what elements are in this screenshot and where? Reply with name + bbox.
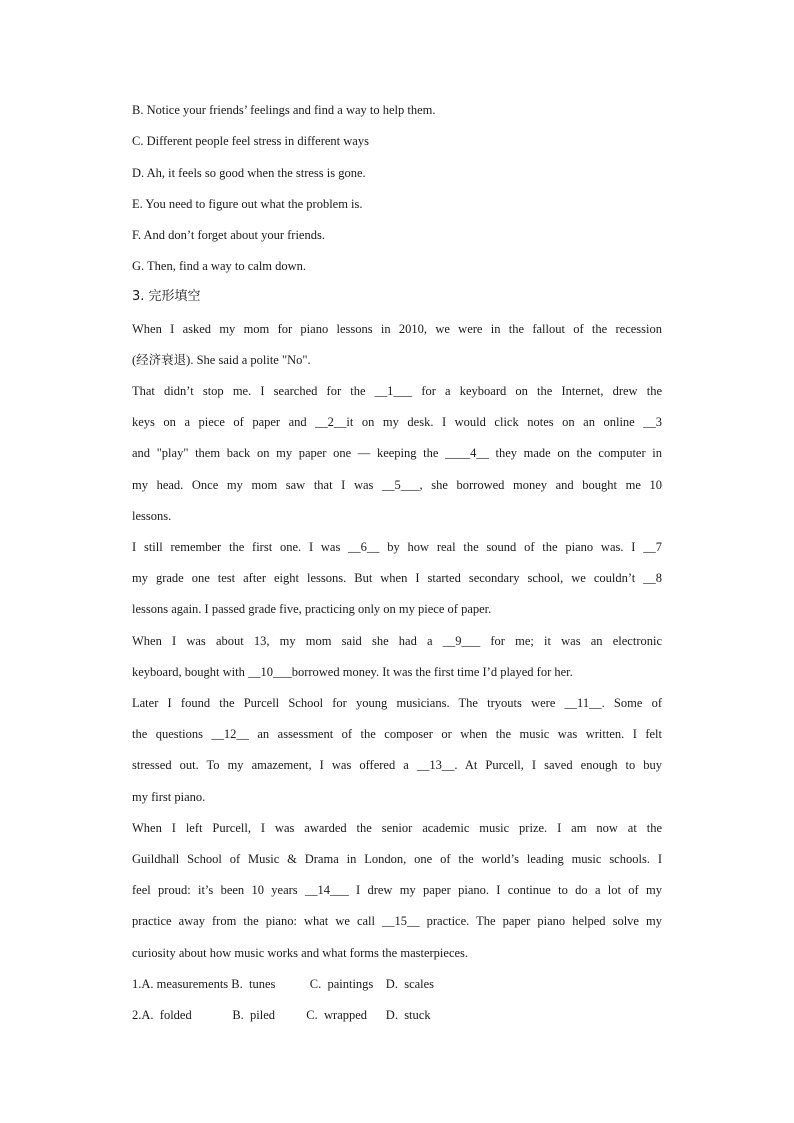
passage-line: (经济衰退). She said a polite "No". <box>132 353 311 367</box>
option-f: F. And don’t forget about your friends. <box>132 228 325 242</box>
passage-line: the questions __12__ an assessment of the composer or when the music was written. I felt <box>132 727 662 741</box>
passage-line: feel proud: it’s been 10 years __14___ I drew my paper piano. I continue to do a lot of my <box>132 883 662 897</box>
passage-line: my grade one test after eight lessons. But when I started secondary school, we couldn’t __8 <box>132 571 662 585</box>
option-c: C. Different people feel stress in different ways <box>132 134 369 148</box>
passage-line: Later I found the Purcell School for young musicians. The tryouts were __11__. Some of <box>132 696 662 710</box>
passage-line: my head. Once my mom saw that I was __5___, she borrowed money and bought me 10 <box>132 478 662 492</box>
passage-line: Guildhall School of Music & Drama in London, one of the world’s leading music schools. I <box>132 852 662 866</box>
passage-line: I still remember the first one. I was __6__ by how real the sound of the piano was. I __7 <box>132 540 662 554</box>
answer-choice-1: 1.A. measurements B. tunes C. paintings D. scales <box>132 977 435 991</box>
passage-line: my first piano. <box>132 790 206 804</box>
section-heading: 3. 完形填空 <box>132 289 201 304</box>
option-b: B. Notice your friends’ feelings and find a way to help them. <box>132 103 436 117</box>
passage-line: That didn’t stop me. I searched for the __1___ for a keyboard on the Internet, drew the <box>132 384 662 398</box>
passage-line: lessons. <box>132 509 172 523</box>
passage-line: When I asked my mom for piano lessons in 2010, we were in the fallout of the recession <box>132 322 662 336</box>
option-g: G. Then, find a way to calm down. <box>132 259 307 273</box>
passage-line: and "play" them back on my paper one — keeping the ____4__ they made on the computer in <box>132 446 662 460</box>
passage-line: keys on a piece of paper and __2__it on my desk. I would click notes on an online __3 <box>132 415 662 429</box>
passage-line: When I left Purcell, I was awarded the senior academic music prize. I am now at the <box>132 821 662 835</box>
passage-line: lessons again. I passed grade five, practicing only on my piece of paper. <box>132 602 492 616</box>
option-d: D. Ah, it feels so good when the stress is gone. <box>132 166 366 180</box>
passage-line: practice away from the piano: what we call __15__ practice. The paper piano helped solve my <box>132 914 662 928</box>
option-e: E. You need to figure out what the problem is. <box>132 197 363 211</box>
passage-line: keyboard, bought with __10___borrowed money. It was the first time I’d played for her. <box>132 665 573 679</box>
passage-line: When I was about 13, my mom said she had a __9___ for me; it was an electronic <box>132 634 662 648</box>
answer-choice-2: 2.A. folded B. piled C. wrapped D. stuck <box>132 1008 431 1022</box>
passage-line: curiosity about how music works and what forms the masterpieces. <box>132 946 469 960</box>
passage-line: stressed out. To my amazement, I was offered a __13__. At Purcell, I saved enough to buy <box>132 758 662 772</box>
